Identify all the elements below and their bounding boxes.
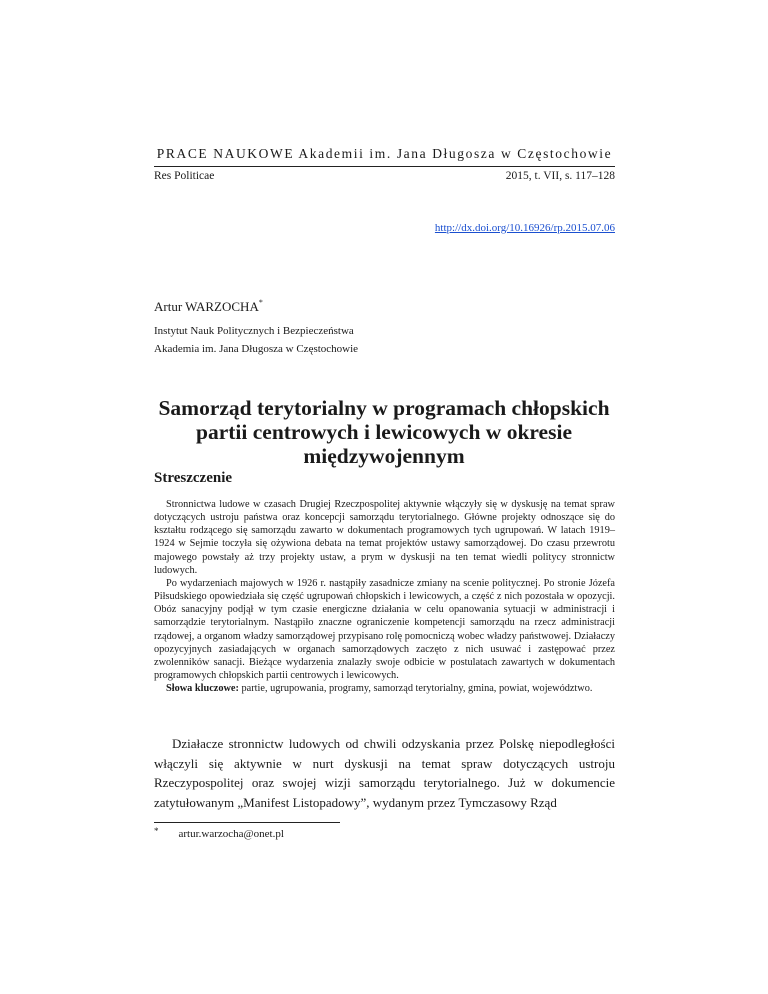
author-footnote-mark: * (258, 298, 263, 307)
keywords-list: partie, ugrupowania, programy, samorząd terytorialny, gmina, powiat, województwo. (238, 683, 593, 695)
doi-link[interactable]: http://dx.doi.org/10.16926/rp.2015.07.06 (434, 222, 615, 234)
volume-pages: 2015, t. VII, s. 117–128 (505, 170, 615, 182)
paper-title: Samorząd terytorialny w programach chłopskich partii centrowych i lewicowych w okresie międzywojennym (158, 396, 610, 468)
abstract-paragraph: Stronnictwa ludowe w czasach Drugiej Rzeczpospolitej aktywnie włączyły się w dyskusję na temat spraw dotyczących ustroju państwa oraz koncepcji samorządu terytorialnego. Główne projekty odnoszące się do kształtu rodzącego się samorządu zawarto w dokumentach programowych tych ugrupowań. W latach 1919–1924 w Sejmie toczyła się ożywiona debata na temat projektów ustawy samorządowej. Do czasu przewrotu majowego powstały aż trzy projekty ustaw, a prym w dyskusji na ten temat wiedli politycy stronnictw ludowych. (154, 499, 615, 576)
keywords-label: Słowa kluczowe: (166, 683, 239, 695)
abstract-heading: Streszczenie (154, 470, 233, 486)
abstract-paragraph: Po wydarzeniach majowych w 1926 r. nastąpiły zasadnicze zmiany na scenie politycznej. Po stronie Józefa Piłsudskiego opowiedziała się część ugrupowań chłopskich i lewicowych, a część z nich pozostała w opozycji. Obóz sanacyjny podjął w tym czasie energiczne działania w celu opanowania sytuacji w administracji i samorządzie terytorialnym. Nastąpiło znaczne ograniczenie kompetencji samorządu na rzecz administracji rządowej, a organom władzy samorządowej przypisano rolę pomocniczą wobec władzy państwowej. Działaczy opozycyjnych zasiadających w organach samorządowych zaczęto z nich usuwać i zastępować przez zwolenników sanacji. Bieżące wydarzenia znalazły swoje odbicie w postulatach zawartych w dokumentach programowych chłopskich partii centrowych i lewicowych. (154, 577, 615, 682)
affiliation-academy: Akademia im. Jana Długosza w Częstochowie (154, 343, 359, 355)
author-name (154, 298, 263, 315)
journal-header: PRACE NAUKOWE Akademii im. Jana Długosza w Częstochowie (156, 146, 613, 161)
keywords (154, 682, 615, 695)
author-name-text: Artur WARZOCHA (154, 299, 259, 314)
footnote (154, 826, 284, 840)
body-paragraph: Działacze stronnictw ludowych od chwili odzyskania przez Polskę niepodległości włączyli się aktywnie w nurt dyskusji na temat spraw dotyczących ustroju Rzeczypospolitej oraz swojej wizji samorządu terytorialnego. Już w dokumencie zatytułowanym „Manifest Listopadowy”, wydanym przez Tymczasowy Rząd (154, 736, 615, 810)
abstract (154, 498, 615, 695)
footnote-mark: * (154, 826, 159, 836)
affiliation-institute: Instytut Nauk Politycznych i Bezpieczeństwa (154, 325, 354, 337)
journal-series: Res Politicae (154, 170, 215, 182)
body-text (154, 734, 615, 812)
footnote-email: artur.warzocha@onet.pl (178, 828, 284, 840)
journal-meta (154, 170, 615, 182)
header-rule (154, 166, 615, 167)
footnote-rule (154, 822, 340, 823)
